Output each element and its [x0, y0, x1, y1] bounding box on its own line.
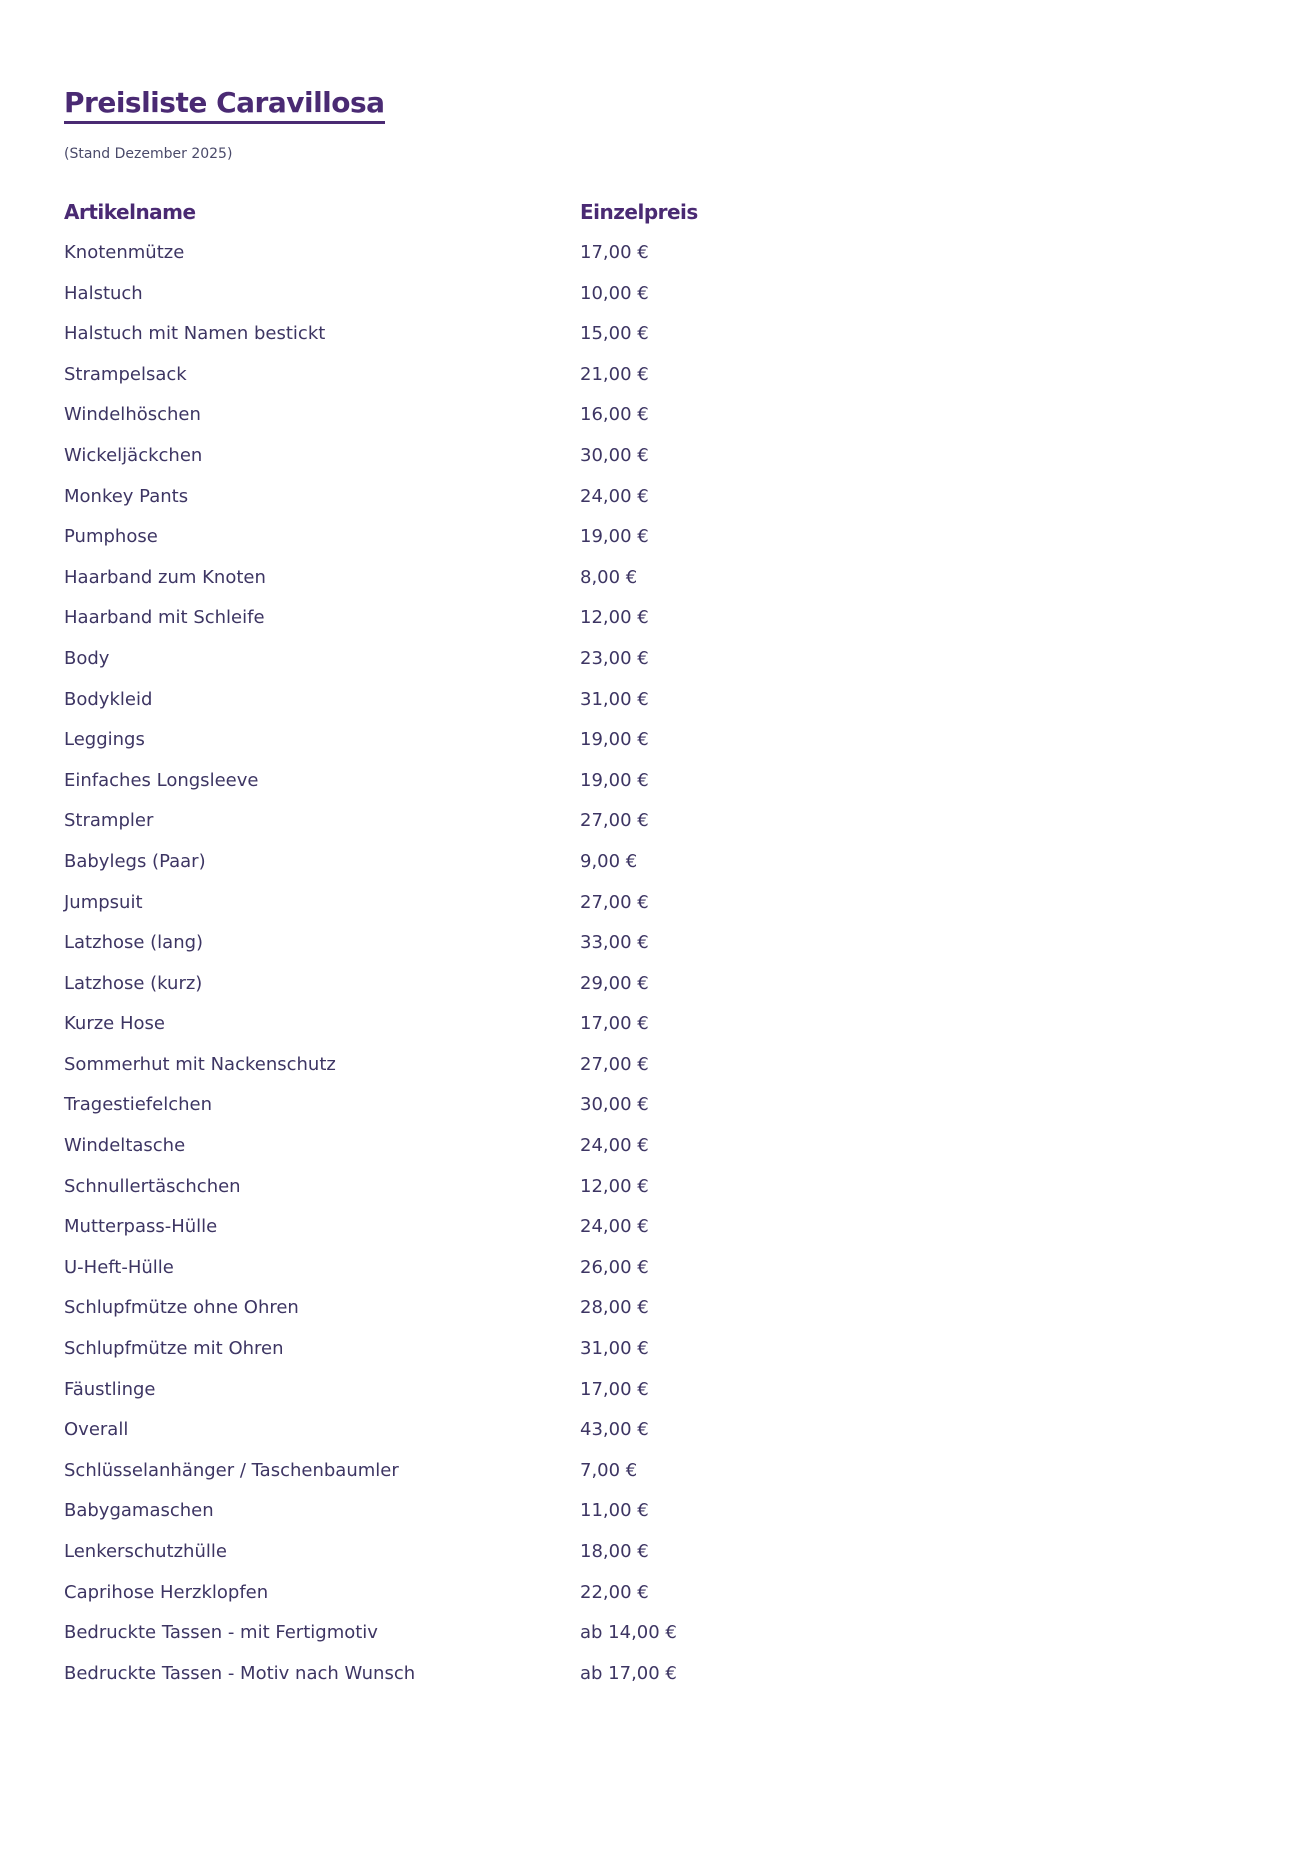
item-name: Schlüsselanhänger / Taschenbaumler — [64, 1459, 399, 1481]
item-price: 24,00 € — [580, 485, 649, 507]
table-row — [64, 1496, 764, 1537]
page-title: Preisliste Caravillosa — [64, 86, 385, 124]
item-name: Leggings — [64, 729, 145, 751]
item-name: Mutterpass-Hülle — [64, 1216, 218, 1238]
item-name: Babygamaschen — [64, 1500, 214, 1522]
item-name: Pumphose — [64, 526, 158, 548]
item-name: Kurze Hose — [64, 1013, 165, 1035]
table-row — [64, 1009, 764, 1050]
item-name: Strampelsack — [64, 363, 187, 385]
table-row — [64, 441, 764, 482]
table-row — [64, 1293, 764, 1334]
table-row — [64, 969, 764, 1010]
price-table — [64, 238, 764, 1699]
item-name: Monkey Pants — [64, 485, 189, 507]
item-price: 10,00 € — [580, 282, 649, 304]
item-price: 19,00 € — [580, 769, 649, 791]
item-price: 24,00 € — [580, 1135, 649, 1157]
table-row — [64, 1172, 764, 1213]
table-row — [64, 766, 764, 807]
item-price: 33,00 € — [580, 932, 649, 954]
table-row — [64, 928, 764, 969]
item-name: Body — [64, 647, 110, 669]
item-price: 16,00 € — [580, 404, 649, 426]
table-row — [64, 400, 764, 441]
item-name: Bedruckte Tassen - Motiv nach Wunsch — [64, 1662, 416, 1684]
item-name: Caprihose Herzklopfen — [64, 1581, 269, 1603]
table-row — [64, 725, 764, 766]
item-price: 22,00 € — [580, 1581, 649, 1603]
item-name: Schlupfmütze mit Ohren — [64, 1338, 284, 1360]
table-row — [64, 1375, 764, 1416]
item-price: 8,00 € — [580, 566, 638, 588]
item-name: Haarband mit Schleife — [64, 607, 265, 629]
table-row — [64, 522, 764, 563]
item-name: Latzhose (lang) — [64, 932, 204, 954]
item-price: 19,00 € — [580, 526, 649, 548]
table-row — [64, 1456, 764, 1497]
item-name: Strampler — [64, 810, 154, 832]
table-row — [64, 1415, 764, 1456]
table-row — [64, 1578, 764, 1619]
item-price: 17,00 € — [580, 1378, 649, 1400]
item-price: 9,00 € — [580, 850, 638, 872]
table-row — [64, 847, 764, 888]
table-row — [64, 1659, 764, 1700]
item-price: 27,00 € — [580, 1053, 649, 1075]
item-price: 19,00 € — [580, 729, 649, 751]
item-price: 12,00 € — [580, 607, 649, 629]
table-row — [64, 1253, 764, 1294]
item-name: Wickeljäckchen — [64, 444, 203, 466]
table-header — [64, 200, 764, 230]
item-name: Jumpsuit — [64, 891, 143, 913]
table-row — [64, 685, 764, 726]
item-name: Babylegs (Paar) — [64, 850, 206, 872]
column-header-name: Artikelname — [64, 200, 196, 224]
table-row — [64, 1618, 764, 1659]
item-name: Lenkerschutzhülle — [64, 1541, 227, 1562]
item-name: Sommerhut mit Nackenschutz — [64, 1053, 336, 1075]
table-row — [64, 1090, 764, 1131]
table-row — [64, 1212, 764, 1253]
item-price: 27,00 € — [580, 810, 649, 832]
item-name: Bodykleid — [64, 688, 153, 710]
table-row — [64, 888, 764, 929]
item-price: 26,00 € — [580, 1256, 649, 1278]
item-price: 21,00 € — [580, 363, 649, 385]
item-name: Schlupfmütze ohne Ohren — [64, 1297, 299, 1319]
item-name: Fäustlinge — [64, 1378, 156, 1400]
item-price: 12,00 € — [580, 1175, 649, 1197]
item-name: Overall — [64, 1419, 129, 1441]
table-row — [64, 1131, 764, 1172]
item-name: Halstuch — [64, 282, 143, 304]
item-price: 17,00 € — [580, 242, 649, 263]
item-price: 29,00 € — [580, 972, 649, 994]
table-row — [64, 360, 764, 401]
column-header-price: Einzelpreis — [580, 200, 698, 224]
item-price: 43,00 € — [580, 1419, 649, 1441]
item-price: 7,00 € — [580, 1459, 638, 1481]
item-price: 17,00 € — [580, 1013, 649, 1035]
item-name: Einfaches Longsleeve — [64, 769, 259, 791]
item-price: 31,00 € — [580, 1338, 649, 1360]
item-name: Schnullertäschchen — [64, 1175, 241, 1197]
item-price: 27,00 € — [580, 891, 649, 913]
item-price: 30,00 € — [580, 444, 649, 466]
item-name: Windeltasche — [64, 1135, 186, 1157]
item-price: 30,00 € — [580, 1094, 649, 1116]
item-name: Bedruckte Tassen - mit Fertigmotiv — [64, 1622, 378, 1644]
item-price: 11,00 € — [580, 1500, 649, 1522]
item-price: 15,00 € — [580, 323, 649, 345]
item-name: Halstuch mit Namen bestickt — [64, 323, 326, 345]
item-name: U-Heft-Hülle — [64, 1256, 174, 1278]
table-row — [64, 1050, 764, 1091]
item-price: 24,00 € — [580, 1216, 649, 1238]
table-row — [64, 238, 764, 279]
table-row — [64, 563, 764, 604]
item-price: ab 17,00 € — [580, 1662, 677, 1684]
table-row — [64, 644, 764, 685]
item-name: Windelhöschen — [64, 404, 201, 426]
table-row — [64, 1334, 764, 1375]
table-row — [64, 319, 764, 360]
table-row — [64, 603, 764, 644]
item-price: 23,00 € — [580, 647, 649, 669]
table-row — [64, 279, 764, 320]
item-price: 28,00 € — [580, 1297, 649, 1319]
item-name: Latzhose (kurz) — [64, 972, 203, 994]
table-row — [64, 482, 764, 523]
page-subtitle: (Stand Dezember 2025) — [64, 146, 233, 162]
table-row — [64, 806, 764, 847]
item-name: Tragestiefelchen — [64, 1094, 212, 1116]
item-name: Knotenmütze — [64, 242, 185, 263]
item-price: 31,00 € — [580, 688, 649, 710]
item-name: Haarband zum Knoten — [64, 566, 266, 588]
item-price: 18,00 € — [580, 1541, 649, 1562]
item-price: ab 14,00 € — [580, 1622, 677, 1644]
table-row — [64, 1537, 764, 1578]
